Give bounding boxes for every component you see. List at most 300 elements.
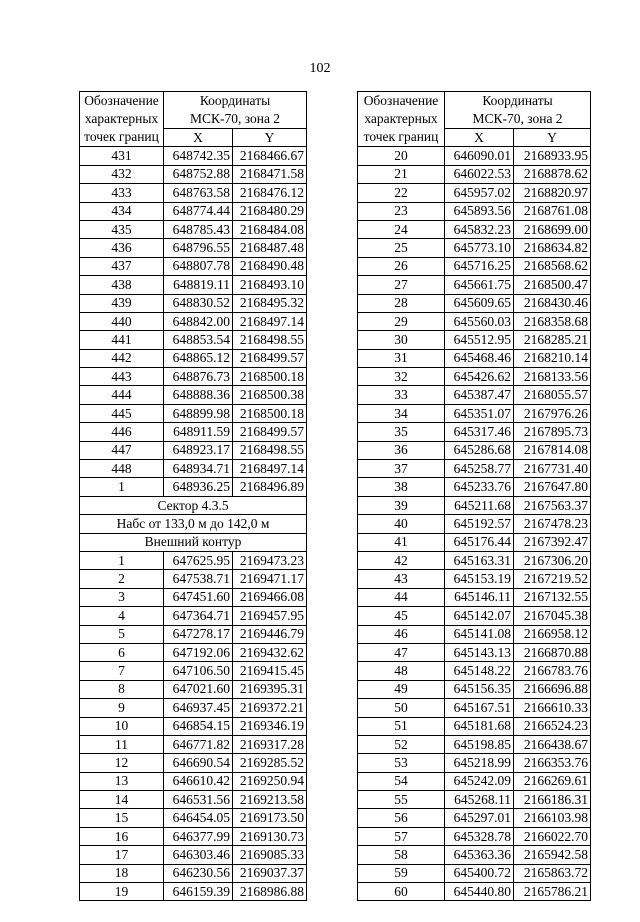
x-header: X [445, 129, 514, 147]
y-coordinate-cell: 2168487.48 [233, 239, 307, 257]
y-coordinate-cell: 2167731.40 [514, 460, 591, 478]
point-label-cell: 34 [358, 404, 445, 422]
point-label-cell: 41 [358, 533, 445, 551]
point-label-cell: 23 [358, 202, 445, 220]
table-row [358, 331, 591, 349]
x-coordinate-cell: 646377.99 [164, 827, 233, 845]
y-coordinate-cell: 2168493.10 [233, 276, 307, 294]
table-row [358, 220, 591, 238]
table-row [80, 312, 307, 330]
y-coordinate-cell: 2166269.61 [514, 772, 591, 790]
point-label-cell: 35 [358, 423, 445, 441]
point-label-cell: 33 [358, 386, 445, 404]
table-row [358, 257, 591, 275]
point-label-cell: 26 [358, 257, 445, 275]
y-coordinate-cell: 2168285.21 [514, 331, 591, 349]
x-coordinate-cell: 645218.99 [445, 754, 514, 772]
point-label-cell: 27 [358, 276, 445, 294]
table-row [358, 276, 591, 294]
table-row [358, 441, 591, 459]
point-label-cell: 60 [358, 883, 445, 901]
point-label-cell: 2 [80, 570, 164, 588]
table-row [358, 846, 591, 864]
y-coordinate-cell: 2167306.20 [514, 551, 591, 569]
table-row [80, 551, 307, 569]
y-coordinate-cell: 2168471.58 [233, 165, 307, 183]
y-coordinate-cell: 2168133.56 [514, 368, 591, 386]
point-label-cell: 7 [80, 662, 164, 680]
y-coordinate-cell: 2168497.14 [233, 312, 307, 330]
x-coordinate-cell: 645661.75 [445, 276, 514, 294]
x-coordinate-cell: 647538.71 [164, 570, 233, 588]
y-header: Y [514, 129, 591, 147]
x-coordinate-cell: 645192.57 [445, 515, 514, 533]
y-coordinate-cell: 2169037.37 [233, 864, 307, 882]
left-table-body-bottom [80, 551, 307, 900]
x-coordinate-cell: 645297.01 [445, 809, 514, 827]
point-label-cell: 59 [358, 864, 445, 882]
table-row [80, 662, 307, 680]
table-row [80, 276, 307, 294]
y-coordinate-cell: 2168500.18 [233, 404, 307, 422]
point-label-cell: 44 [358, 588, 445, 606]
x-coordinate-cell: 645143.13 [445, 643, 514, 661]
y-coordinate-cell: 2168500.38 [233, 386, 307, 404]
point-label-cell: 1 [80, 478, 164, 496]
coordinates-header: Координаты МСК-70, зона 2 [164, 92, 307, 129]
point-label-cell: 432 [80, 165, 164, 183]
x-coordinate-cell: 648796.55 [164, 239, 233, 257]
x-coordinate-cell: 645609.65 [445, 294, 514, 312]
point-label-cell: 21 [358, 165, 445, 183]
y-coordinate-cell: 2168500.18 [233, 368, 307, 386]
point-label-cell: 14 [80, 791, 164, 809]
y-coordinate-cell: 2168500.47 [514, 276, 591, 294]
point-label-cell: 43 [358, 570, 445, 588]
x-coordinate-cell: 646531.56 [164, 791, 233, 809]
point-label-cell: 36 [358, 441, 445, 459]
table-row [358, 699, 591, 717]
table-row [80, 147, 307, 165]
table-row [80, 735, 307, 753]
x-coordinate-cell: 648774.44 [164, 202, 233, 220]
table-row [358, 827, 591, 845]
point-label-cell: 3 [80, 588, 164, 606]
table-row [80, 239, 307, 257]
x-coordinate-cell: 645148.22 [445, 662, 514, 680]
point-label-cell: 1 [80, 551, 164, 569]
y-coordinate-cell: 2169346.19 [233, 717, 307, 735]
point-label-cell: 17 [80, 846, 164, 864]
point-label-cell: 19 [80, 883, 164, 901]
x-coordinate-cell: 645176.44 [445, 533, 514, 551]
table-row [358, 662, 591, 680]
point-label-cell: 31 [358, 349, 445, 367]
y-coordinate-cell: 2168761.08 [514, 202, 591, 220]
x-coordinate-cell: 647021.60 [164, 680, 233, 698]
y-coordinate-cell: 2168495.32 [233, 294, 307, 312]
x-coordinate-cell: 648819.11 [164, 276, 233, 294]
point-label-cell: 436 [80, 239, 164, 257]
x-coordinate-cell: 648876.73 [164, 368, 233, 386]
x-coordinate-cell: 646090.01 [445, 147, 514, 165]
point-label-cell: 445 [80, 404, 164, 422]
y-coordinate-cell: 2168634.82 [514, 239, 591, 257]
coordinates-header: Координаты МСК-70, зона 2 [445, 92, 591, 129]
table-row [80, 717, 307, 735]
x-coordinate-cell: 648742.35 [164, 147, 233, 165]
x-coordinate-cell: 648899.98 [164, 404, 233, 422]
x-coordinate-cell: 646937.45 [164, 699, 233, 717]
section-title: Сектор 4.3.5 [80, 496, 307, 514]
table-row [80, 625, 307, 643]
point-label-cell: 29 [358, 312, 445, 330]
page-number: 102 [309, 61, 331, 76]
y-coordinate-cell: 2168498.55 [233, 331, 307, 349]
y-coordinate-cell: 2166783.76 [514, 662, 591, 680]
table-row [80, 368, 307, 386]
table-row [358, 349, 591, 367]
y-coordinate-cell: 2169285.52 [233, 754, 307, 772]
y-coordinate-cell: 2168820.97 [514, 184, 591, 202]
y-coordinate-cell: 2167132.55 [514, 588, 591, 606]
x-coordinate-cell: 645468.46 [445, 349, 514, 367]
point-label-cell: 16 [80, 827, 164, 845]
x-coordinate-cell: 645328.78 [445, 827, 514, 845]
point-label-cell: 431 [80, 147, 164, 165]
table-row [80, 607, 307, 625]
y-coordinate-cell: 2167563.37 [514, 496, 591, 514]
table-row [358, 404, 591, 422]
point-label-header: Обозначение характерных точек границ [358, 92, 445, 147]
x-coordinate-cell: 645181.68 [445, 717, 514, 735]
table-row [80, 570, 307, 588]
x-coordinate-cell: 646854.15 [164, 717, 233, 735]
point-label-cell: 9 [80, 699, 164, 717]
point-label-cell: 22 [358, 184, 445, 202]
x-coordinate-cell: 646022.53 [445, 165, 514, 183]
y-coordinate-cell: 2169213.58 [233, 791, 307, 809]
y-coordinate-cell: 2167814.08 [514, 441, 591, 459]
point-label-cell: 25 [358, 239, 445, 257]
table-row [80, 220, 307, 238]
x-coordinate-cell: 645317.46 [445, 423, 514, 441]
point-label-cell: 448 [80, 460, 164, 478]
table-row [80, 588, 307, 606]
x-coordinate-cell: 647106.50 [164, 662, 233, 680]
y-coordinate-cell: 2168210.14 [514, 349, 591, 367]
point-label-cell: 54 [358, 772, 445, 790]
point-label-cell: 38 [358, 478, 445, 496]
y-coordinate-cell: 2169432.62 [233, 643, 307, 661]
point-label-cell: 32 [358, 368, 445, 386]
y-coordinate-cell: 2168466.67 [233, 147, 307, 165]
table-row [80, 827, 307, 845]
x-coordinate-cell: 646690.54 [164, 754, 233, 772]
left-table-body-top [80, 147, 307, 496]
y-coordinate-cell: 2168430.46 [514, 294, 591, 312]
coordinates-table-left [79, 91, 307, 901]
y-coordinate-cell: 2168055.57 [514, 386, 591, 404]
x-coordinate-cell: 648934.71 [164, 460, 233, 478]
point-label-cell: 57 [358, 827, 445, 845]
x-coordinate-cell: 648865.12 [164, 349, 233, 367]
y-coordinate-cell: 2166610.33 [514, 699, 591, 717]
table-row [80, 699, 307, 717]
table-row [358, 772, 591, 790]
table-row [358, 147, 591, 165]
point-label-cell: 440 [80, 312, 164, 330]
y-coordinate-cell: 2168933.95 [514, 147, 591, 165]
section-header [80, 496, 307, 551]
x-coordinate-cell: 645400.72 [445, 864, 514, 882]
y-coordinate-cell: 2167895.73 [514, 423, 591, 441]
table-row [80, 864, 307, 882]
y-coordinate-cell: 2169372.21 [233, 699, 307, 717]
y-coordinate-cell: 2167045.38 [514, 607, 591, 625]
point-label-cell: 442 [80, 349, 164, 367]
point-label-cell: 45 [358, 607, 445, 625]
y-coordinate-cell: 2168476.12 [233, 184, 307, 202]
x-coordinate-cell: 645141.08 [445, 625, 514, 643]
table-row [358, 460, 591, 478]
y-coordinate-cell: 2168499.57 [233, 349, 307, 367]
point-label-cell: 52 [358, 735, 445, 753]
table-row [358, 496, 591, 514]
x-coordinate-cell: 645773.10 [445, 239, 514, 257]
table-row [358, 386, 591, 404]
y-coordinate-cell: 2169415.45 [233, 662, 307, 680]
table-row [358, 239, 591, 257]
y-coordinate-cell: 2165786.21 [514, 883, 591, 901]
table-row [358, 533, 591, 551]
table-row [358, 551, 591, 569]
coordinates-table-right [357, 91, 591, 901]
y-coordinate-cell: 2169457.95 [233, 607, 307, 625]
table-row [358, 607, 591, 625]
x-coordinate-cell: 645512.95 [445, 331, 514, 349]
table-row [80, 294, 307, 312]
point-label-cell: 447 [80, 441, 164, 459]
table-row [80, 791, 307, 809]
x-coordinate-cell: 645716.25 [445, 257, 514, 275]
point-label-cell: 39 [358, 496, 445, 514]
y-coordinate-cell: 2165863.72 [514, 864, 591, 882]
y-coordinate-cell: 2166186.31 [514, 791, 591, 809]
x-coordinate-cell: 645426.62 [445, 368, 514, 386]
table-row [358, 184, 591, 202]
y-coordinate-cell: 2167219.52 [514, 570, 591, 588]
table-row [80, 184, 307, 202]
point-label-cell: 46 [358, 625, 445, 643]
x-coordinate-cell: 645351.07 [445, 404, 514, 422]
section-contour: Внешний контур [80, 533, 307, 551]
point-label-cell: 40 [358, 515, 445, 533]
y-coordinate-cell: 2168497.14 [233, 460, 307, 478]
x-coordinate-cell: 645142.07 [445, 607, 514, 625]
point-label-cell: 435 [80, 220, 164, 238]
point-label-cell: 18 [80, 864, 164, 882]
y-coordinate-cell: 2168986.88 [233, 883, 307, 901]
point-label-cell: 8 [80, 680, 164, 698]
table-row [358, 791, 591, 809]
x-coordinate-cell: 648936.25 [164, 478, 233, 496]
point-label-cell: 444 [80, 386, 164, 404]
right-table-body [358, 147, 591, 901]
point-label-cell: 441 [80, 331, 164, 349]
table-row [358, 368, 591, 386]
y-coordinate-cell: 2166103.98 [514, 809, 591, 827]
point-label-cell: 443 [80, 368, 164, 386]
y-coordinate-cell: 2169250.94 [233, 772, 307, 790]
section-height-range: Набс от 133,0 м до 142,0 м [80, 515, 307, 533]
point-label-cell: 437 [80, 257, 164, 275]
y-coordinate-cell: 2166022.70 [514, 827, 591, 845]
table-row [358, 570, 591, 588]
x-coordinate-cell: 645258.77 [445, 460, 514, 478]
table-row [358, 478, 591, 496]
point-label-cell: 434 [80, 202, 164, 220]
point-label-cell: 49 [358, 680, 445, 698]
x-coordinate-cell: 648807.78 [164, 257, 233, 275]
point-label-cell: 438 [80, 276, 164, 294]
table-row [358, 809, 591, 827]
y-coordinate-cell: 2169471.17 [233, 570, 307, 588]
x-coordinate-cell: 647192.06 [164, 643, 233, 661]
table-row [358, 735, 591, 753]
y-coordinate-cell: 2169466.08 [233, 588, 307, 606]
table-row [358, 312, 591, 330]
y-coordinate-cell: 2168699.00 [514, 220, 591, 238]
point-label-cell: 13 [80, 772, 164, 790]
x-coordinate-cell: 648752.88 [164, 165, 233, 183]
y-coordinate-cell: 2166438.67 [514, 735, 591, 753]
y-coordinate-cell: 2167478.23 [514, 515, 591, 533]
table-row [358, 717, 591, 735]
point-label-cell: 30 [358, 331, 445, 349]
x-coordinate-cell: 645560.03 [445, 312, 514, 330]
y-coordinate-cell: 2169173.50 [233, 809, 307, 827]
x-coordinate-cell: 645387.47 [445, 386, 514, 404]
x-coordinate-cell: 645363.36 [445, 846, 514, 864]
point-label-cell: 24 [358, 220, 445, 238]
x-coordinate-cell: 645146.11 [445, 588, 514, 606]
y-header: Y [233, 129, 307, 147]
table-row [80, 460, 307, 478]
point-label-header: Обозначение характерных точек границ [80, 92, 164, 147]
table-row [80, 680, 307, 698]
table-row [80, 404, 307, 422]
x-coordinate-cell: 647451.60 [164, 588, 233, 606]
x-coordinate-cell: 645286.68 [445, 441, 514, 459]
y-coordinate-cell: 2169317.28 [233, 735, 307, 753]
point-label-cell: 11 [80, 735, 164, 753]
table-row [358, 680, 591, 698]
y-coordinate-cell: 2169473.23 [233, 551, 307, 569]
y-coordinate-cell: 2168498.55 [233, 441, 307, 459]
table-row [358, 515, 591, 533]
point-label-cell: 446 [80, 423, 164, 441]
x-coordinate-cell: 648763.58 [164, 184, 233, 202]
x-coordinate-cell: 647625.95 [164, 551, 233, 569]
point-label-cell: 48 [358, 662, 445, 680]
table-row [358, 588, 591, 606]
y-coordinate-cell: 2167392.47 [514, 533, 591, 551]
x-coordinate-cell: 648842.00 [164, 312, 233, 330]
table-row [80, 349, 307, 367]
point-label-cell: 6 [80, 643, 164, 661]
table-row [80, 772, 307, 790]
x-coordinate-cell: 645268.11 [445, 791, 514, 809]
y-coordinate-cell: 2168496.89 [233, 478, 307, 496]
y-coordinate-cell: 2169395.31 [233, 680, 307, 698]
y-coordinate-cell: 2166524.23 [514, 717, 591, 735]
x-coordinate-cell: 645893.56 [445, 202, 514, 220]
x-coordinate-cell: 646159.39 [164, 883, 233, 901]
table-row [80, 846, 307, 864]
y-coordinate-cell: 2168490.48 [233, 257, 307, 275]
table-row [358, 754, 591, 772]
x-coordinate-cell: 646771.82 [164, 735, 233, 753]
y-coordinate-cell: 2169085.33 [233, 846, 307, 864]
x-coordinate-cell: 645156.35 [445, 680, 514, 698]
point-label-cell: 433 [80, 184, 164, 202]
y-coordinate-cell: 2166958.12 [514, 625, 591, 643]
y-coordinate-cell: 2168878.62 [514, 165, 591, 183]
x-coordinate-cell: 646454.05 [164, 809, 233, 827]
x-coordinate-cell: 645163.31 [445, 551, 514, 569]
table-row [358, 883, 591, 901]
point-label-cell: 28 [358, 294, 445, 312]
table-row [358, 423, 591, 441]
point-label-cell: 15 [80, 809, 164, 827]
x-coordinate-cell: 648785.43 [164, 220, 233, 238]
point-label-cell: 5 [80, 625, 164, 643]
x-coordinate-cell: 647278.17 [164, 625, 233, 643]
point-label-cell: 439 [80, 294, 164, 312]
table-row [358, 202, 591, 220]
y-coordinate-cell: 2168499.57 [233, 423, 307, 441]
x-coordinate-cell: 646303.46 [164, 846, 233, 864]
table-row [80, 441, 307, 459]
x-coordinate-cell: 646230.56 [164, 864, 233, 882]
table-row [80, 202, 307, 220]
table-row [80, 386, 307, 404]
point-label-cell: 56 [358, 809, 445, 827]
table-row [358, 165, 591, 183]
point-label-cell: 51 [358, 717, 445, 735]
y-coordinate-cell: 2167976.26 [514, 404, 591, 422]
x-coordinate-cell: 648853.54 [164, 331, 233, 349]
y-coordinate-cell: 2169446.79 [233, 625, 307, 643]
x-coordinate-cell: 648923.17 [164, 441, 233, 459]
x-coordinate-cell: 645233.76 [445, 478, 514, 496]
x-coordinate-cell: 646610.42 [164, 772, 233, 790]
point-label-cell: 20 [358, 147, 445, 165]
y-coordinate-cell: 2166870.88 [514, 643, 591, 661]
table-row [80, 423, 307, 441]
table-row [358, 294, 591, 312]
table-row [80, 257, 307, 275]
point-label-cell: 58 [358, 846, 445, 864]
x-coordinate-cell: 645832.23 [445, 220, 514, 238]
y-coordinate-cell: 2168480.29 [233, 202, 307, 220]
table-row [358, 625, 591, 643]
point-label-cell: 42 [358, 551, 445, 569]
table-row [80, 331, 307, 349]
point-label-cell: 4 [80, 607, 164, 625]
y-coordinate-cell: 2168358.68 [514, 312, 591, 330]
